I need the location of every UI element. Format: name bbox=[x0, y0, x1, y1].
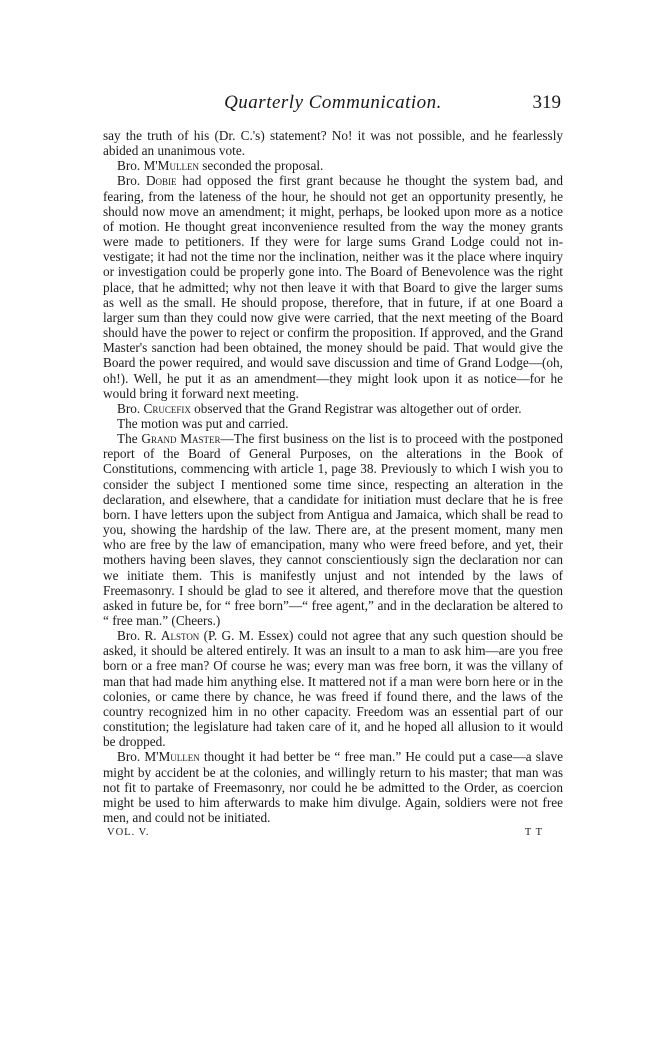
speaker-name: Grand Master bbox=[141, 431, 221, 447]
paragraph-text: Bro. bbox=[117, 400, 144, 416]
paragraph bbox=[103, 749, 563, 825]
paragraph bbox=[103, 431, 563, 628]
speaker-name: M'Mullen bbox=[143, 158, 199, 174]
paragraph bbox=[103, 628, 563, 749]
paragraph-text: thought it had better be “ free man.” He could put a case—a slave might by accident be at the colonies, and willingly return to his master; that man was not fit to partake of Freemasonry, nor could he be admitted to the Order, as coercion might be used to him afterwards to make him divulge. Again, soldiers were not free men, and could not be initiated. bbox=[103, 749, 564, 826]
paragraph-text: Bro. bbox=[117, 173, 146, 189]
speaker-name: Dobie bbox=[145, 173, 177, 189]
signature-mark: T T bbox=[524, 827, 543, 839]
volume-label: VOL. V. bbox=[107, 827, 150, 839]
page-footer bbox=[103, 827, 563, 843]
page-number: 319 bbox=[532, 92, 561, 113]
paragraph-text: had opposed the first grant because he thought the system bad, and fearing, from the lateness of the hour, he should not get an opportunity presently, he should now move an amendment; it might, perhaps, be looked upon more as a notice of motion. He thought great inconvenience resulted from the way the money grants were made to petitioners. If they were for large sums Grand Lodge could not investigate; it had not the time nor the inclination, neither was it the place where inquiry or investigation could be properly gone into. The Board of Benevolence was the right place, that he admitted; why not then leave it with that Board to give the larger sums as well as the small. He should propose, therefore, that in future, if at one Board a larger sum than they could now give were carried, that the next meeting of the Board should have the power to reject or confirm the proposition. If approved, and the Grand Master's sanction had been obtained, the money should be paid. That would give the Board the power required, and would save discussion and time of Grand Lodge—(oh, oh!). Well, he put it as an amendment—they might look upon it as notice—for he would bring it forward next meeting. bbox=[103, 173, 563, 401]
speaker-name: Alston bbox=[160, 628, 200, 644]
paragraph bbox=[103, 401, 563, 416]
paragraph-text: seconded the proposal. bbox=[198, 158, 324, 174]
paragraph-text: —The first business on the list is to proceed with the postponed report of the Board of General Purposes, on the alterations in the Book of Constitutions, commencing with article 1, page 38. Previously to which I wish you to consider the subject I mentioned some time since, respecting an alteration in the declaration, and elsewhere, that a candidate for initiation must declare that he is free born. I have letters upon the subject from Antigua and Jamaica, which shall be read to you, showing the hardship of the law. There are, at the present moment, many men who are free by the law of emancipation, many who were freed before, and yet, their mothers having been slaves, they cannot conscientiously sign the declaration nor can we initiate them. This is manifestly unjust and not intended by the laws of Freemasonry. I should be glad to see it altered, and therefore move that the question asked in future be, for “ free born”—“ free agent,” and in the declaration be altered to “ free man.” (Cheers.) bbox=[103, 431, 563, 628]
paragraph-text: Bro. bbox=[117, 158, 144, 174]
paragraph-text: The bbox=[117, 431, 142, 447]
paragraph bbox=[103, 128, 563, 158]
paragraph bbox=[103, 158, 563, 173]
paragraph-text: say the truth of his (Dr. C.'s) statement? No! it was not possible, and he fearlessly abided an unanimous vote. bbox=[103, 128, 563, 159]
running-title: Quarterly Communication. bbox=[224, 92, 442, 113]
book-page bbox=[103, 92, 563, 843]
running-header bbox=[103, 92, 563, 118]
paragraph bbox=[103, 416, 563, 431]
body-text bbox=[103, 128, 563, 825]
paragraph-text: The motion was put and carried. bbox=[117, 415, 289, 431]
paragraph bbox=[103, 173, 563, 400]
paragraph-text: Bro. bbox=[117, 749, 145, 765]
paragraph-text: observed that the Grand Registrar was altogether out of order. bbox=[190, 400, 522, 416]
paragraph-text: Bro. R. bbox=[117, 628, 161, 644]
paragraph-text: (P. G. M. Essex) could not agree that any such question should be asked, it should be altered entirely. It was an insult to a man to ask him—are you free born or a free man? Of course he was; every man was free born, it was the villany of man that had made him anything else. It mattered not if a man were born here or in the colonies, or came there by chance, he was freed if found there, and the laws of the country recognized him in no other capacity. Freedom was an essential part of our constitution; the legislature had taken care of it, and he hoped all allusion to it would be dropped. bbox=[103, 628, 563, 750]
speaker-name: M'Mullen bbox=[144, 749, 200, 765]
speaker-name: Crucefix bbox=[143, 400, 191, 416]
